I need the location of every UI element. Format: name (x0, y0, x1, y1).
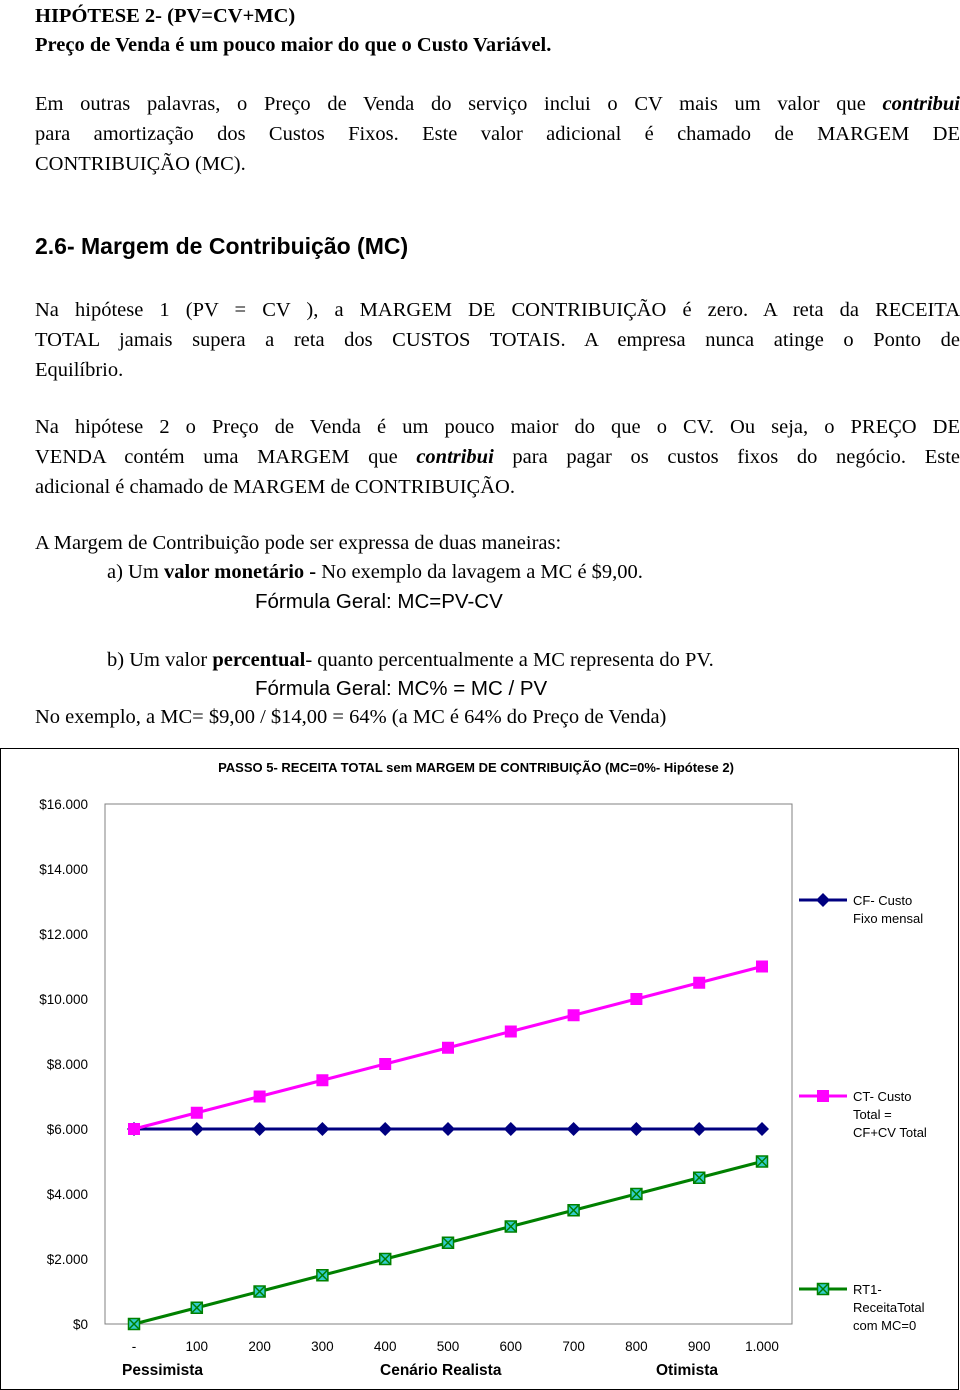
data-point (191, 1302, 202, 1313)
x-tick-label: 300 (311, 1339, 334, 1354)
data-point (568, 1205, 579, 1216)
data-point (442, 1042, 454, 1054)
y-tick-label: $10.000 (39, 992, 88, 1007)
data-point (379, 1058, 391, 1070)
category-label: Pessimista (122, 1362, 203, 1379)
chart-title: PASSO 5- RECEITA TOTAL sem MARGEM DE CONTRIBUIÇÃO (MC=0%- Hipótese 2) (218, 760, 734, 775)
data-point (505, 1026, 517, 1038)
data-point (317, 1270, 328, 1281)
data-point (129, 1319, 140, 1330)
para2-line-1: Na hipótese 2 o Preço de Venda é um pouco maior do que o CV. Ou seja, o PREÇO DE (35, 416, 960, 438)
y-tick-label: $16.000 (39, 797, 88, 812)
legend-label: ReceitaTotal (853, 1300, 925, 1315)
x-tick-label: 700 (562, 1339, 585, 1354)
data-point (443, 1237, 454, 1248)
data-point (756, 961, 768, 973)
data-point (380, 1254, 391, 1265)
x-tick-label: 900 (687, 1339, 711, 1354)
x-tick-label: 500 (436, 1339, 460, 1354)
legend-label: Total = (853, 1107, 892, 1122)
list-item-a: a) Um valor monetário - No exemplo da lavagem a MC é $9,00. (107, 561, 643, 583)
list-item-b: b) Um valor percentual- quanto percentualmente a MC representa do PV. (107, 649, 714, 671)
legend-label: Fixo mensal (853, 911, 924, 926)
category-label: Otimista (656, 1362, 719, 1379)
data-point (757, 1156, 768, 1167)
data-point (254, 1286, 265, 1297)
x-tick-label: 200 (248, 1339, 271, 1354)
intro-line-2: para amortização dos Custos Fixos. Este valor adicional é chamado de MARGEM DE (35, 123, 960, 145)
chart-svg (0, 748, 960, 1390)
data-point (316, 1074, 328, 1086)
para1-line-1: Na hipótese 1 (PV = CV ), a MARGEM DE CONTRIBUIÇÃO é zero. A reta da RECEITA (35, 299, 960, 321)
intro-line-3: CONTRIBUIÇÃO (MC). (35, 153, 246, 175)
data-point (693, 977, 705, 989)
data-point (128, 1123, 140, 1135)
intro-line-1: Em outras palavras, o Preço de Venda do serviço inclui o CV mais um valor que contribui (35, 93, 960, 115)
para1-line-3: Equilíbrio. (35, 359, 124, 381)
example-line: No exemplo, a MC= $9,00 / $14,00 = 64% (a MC é 64% do Preço de Venda) (35, 706, 667, 728)
y-tick-label: $4.000 (46, 1187, 88, 1202)
x-tick-label: 600 (499, 1339, 523, 1354)
legend-label: com MC=0 (853, 1318, 917, 1333)
data-point (191, 1107, 203, 1119)
legend-label: CF- Custo (853, 893, 913, 908)
data-point (630, 993, 642, 1005)
data-point (254, 1091, 266, 1103)
para2-line-3: adicional é chamado de MARGEM de CONTRIBUIÇÃO. (35, 476, 515, 498)
x-tick-label: 800 (625, 1339, 648, 1354)
section-title: 2.6- Margem de Contribuição (MC) (35, 233, 409, 259)
data-point (631, 1189, 642, 1200)
data-point (505, 1221, 516, 1232)
data-point (818, 1284, 829, 1295)
y-tick-label: $12.000 (39, 927, 88, 942)
formula-b: Fórmula Geral: MC% = MC / PV (255, 677, 548, 700)
y-tick-label: $6.000 (46, 1122, 88, 1137)
x-tick-label: - (131, 1339, 137, 1354)
legend-label: CT- Custo (853, 1089, 912, 1104)
category-label: Cenário Realista (380, 1362, 502, 1379)
y-tick-label: $0 (72, 1317, 88, 1332)
data-point (817, 1090, 829, 1102)
data-point (568, 1009, 580, 1021)
formula-a: Fórmula Geral: MC=PV-CV (255, 590, 503, 613)
x-tick-label: 1.000 (745, 1339, 779, 1354)
x-tick-label: 400 (373, 1339, 397, 1354)
para2-line-2: VENDA contém uma MARGEM que contribui para pagar os custos fixos do negócio. Este (35, 446, 960, 468)
chart (0, 748, 960, 1390)
y-tick-label: $14.000 (39, 862, 88, 877)
hypothesis-subheading: Preço de Venda é um pouco maior do que o Custo Variável. (35, 34, 552, 56)
para1-line-2: TOTAL jamais supera a reta dos CUSTOS TOTAIS. A empresa nunca atinge o Ponto de (35, 329, 960, 351)
legend-label: CF+CV Total (853, 1125, 927, 1140)
para3-intro: A Margem de Contribuição pode ser expressa de duas maneiras: (35, 532, 562, 554)
hypothesis-heading: HIPÓTESE 2- (PV=CV+MC) (35, 5, 296, 27)
y-tick-label: $8.000 (46, 1057, 88, 1072)
legend-label: RT1- (853, 1282, 882, 1297)
x-tick-label: 100 (185, 1339, 209, 1354)
y-tick-label: $2.000 (46, 1252, 88, 1267)
data-point (694, 1172, 705, 1183)
